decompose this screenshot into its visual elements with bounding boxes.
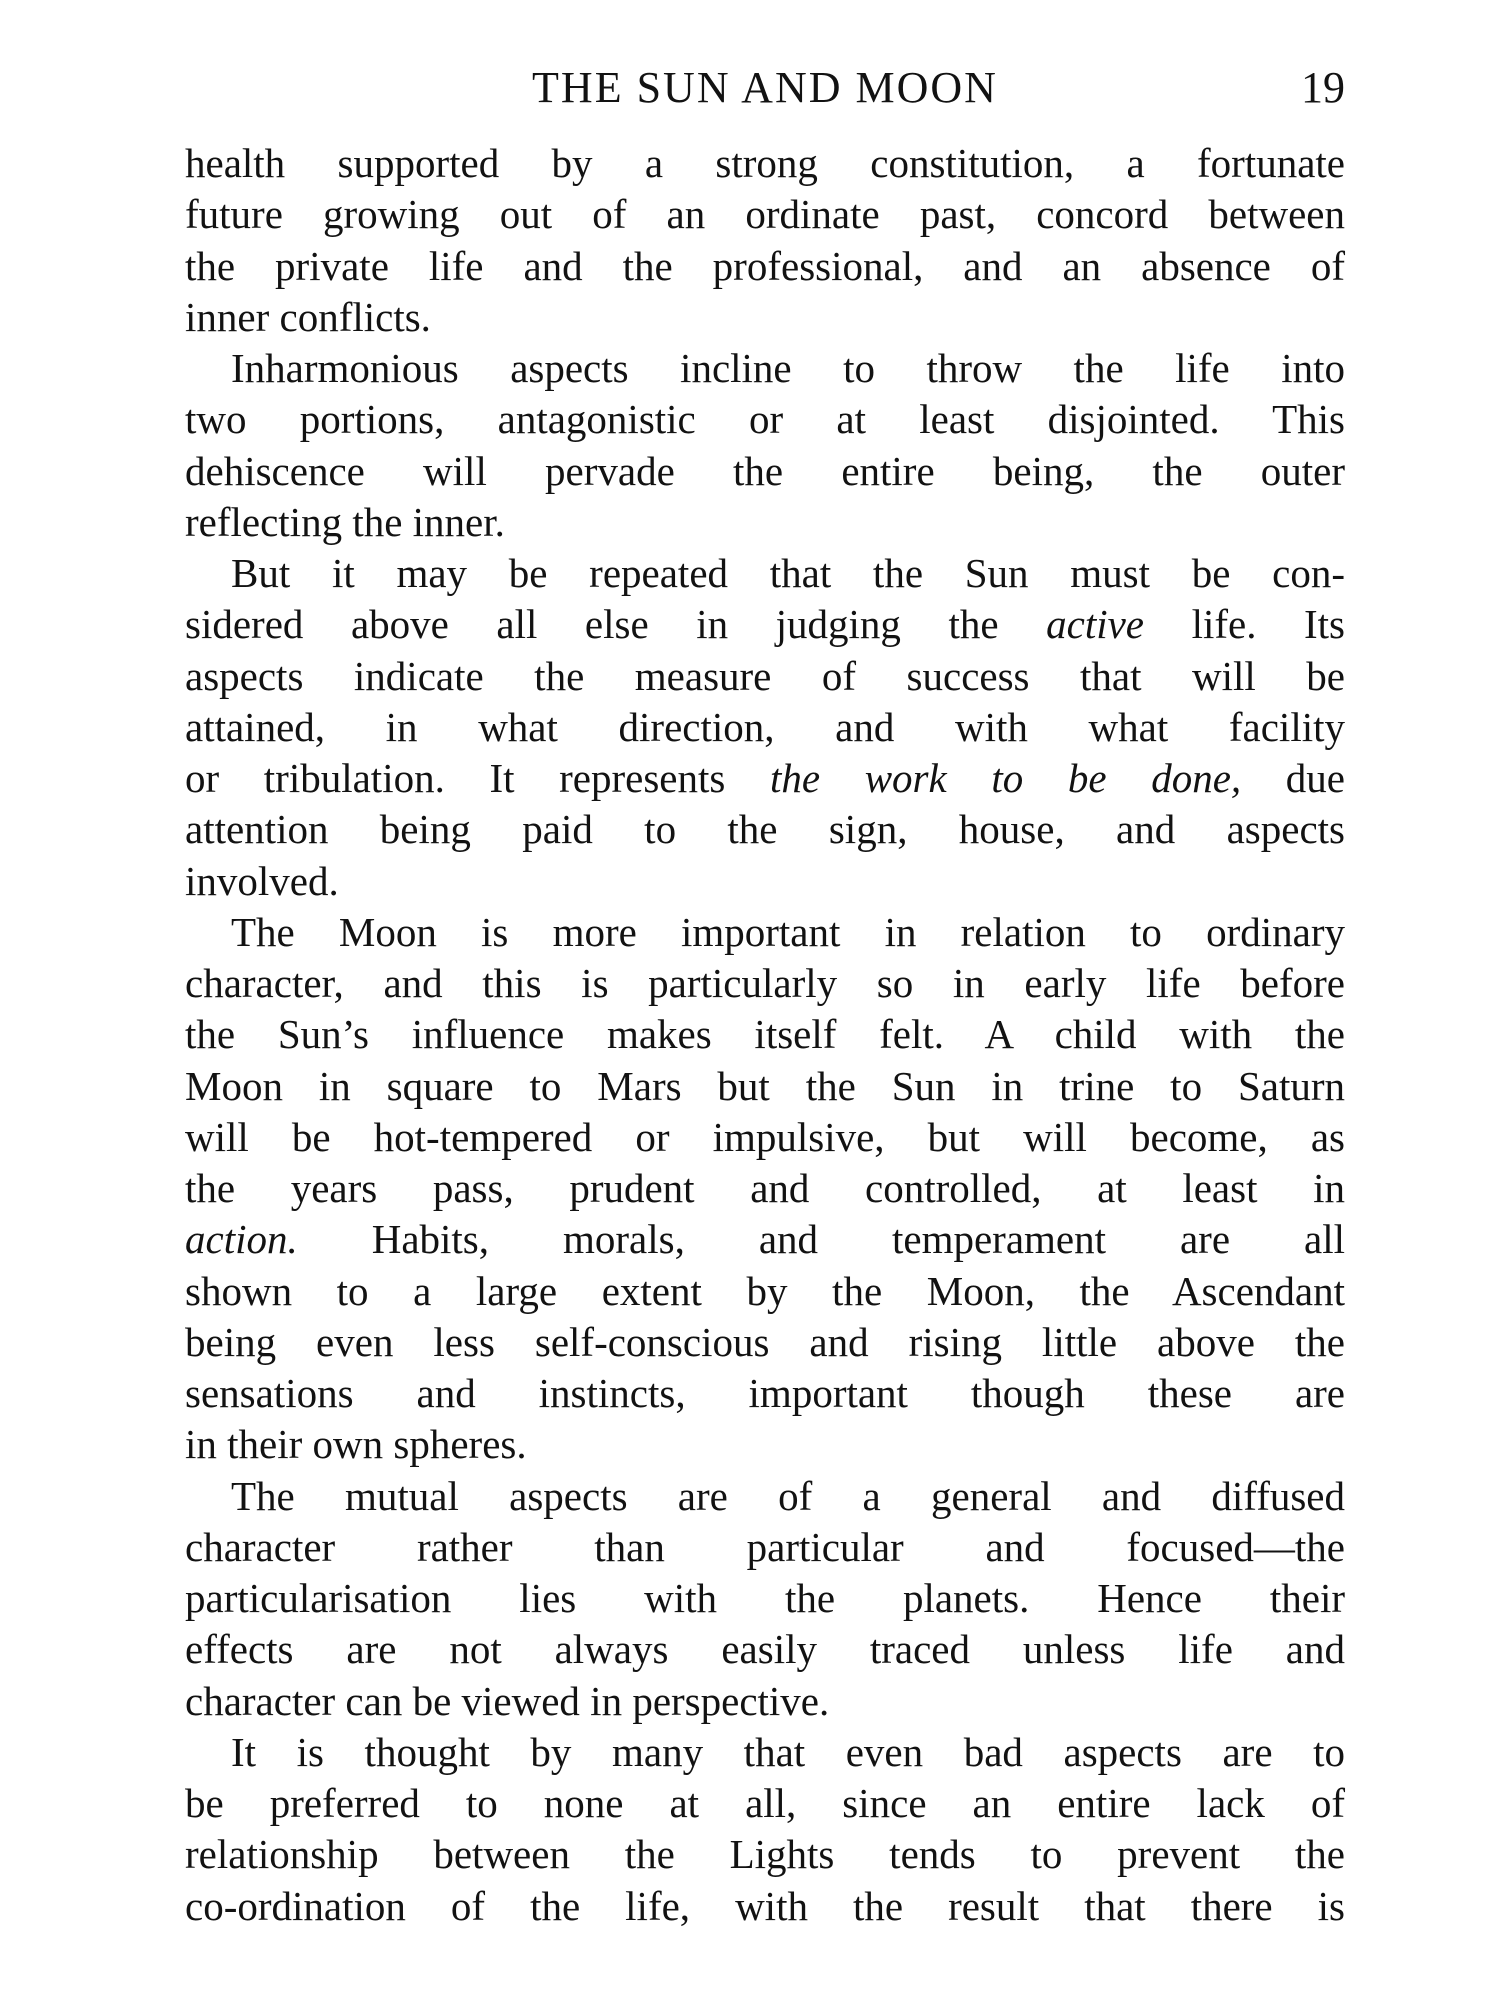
text-segment: effects are not always easily traced unless life and [185, 1626, 1345, 1673]
text-line [185, 548, 1345, 599]
text-segment: future growing out of an ordinate past, concord between [185, 191, 1345, 238]
text-line [185, 1368, 1345, 1419]
text-segment: character rather than particular and focused—the [185, 1523, 1345, 1570]
text-line [185, 599, 1345, 650]
text-line [185, 1266, 1345, 1317]
text-segment: be preferred to none at all, since an entire lack of [185, 1780, 1345, 1826]
text-segment: relationship between the Lights tends to prevent the [185, 1831, 1345, 1878]
text-segment: the Sun’s influence makes itself felt. A child with the [185, 1011, 1345, 1058]
text-line [185, 1829, 1345, 1880]
text-line [185, 958, 1345, 1009]
italic-text: the work to be done, [769, 755, 1242, 801]
text-segment: or tribulation. It represents [185, 755, 770, 801]
text-segment: co-ordination of the life, with the result that there is [185, 1882, 1345, 1929]
text-segment: character, and this is particularly so in early life before [185, 960, 1345, 1006]
text-line [185, 1419, 1345, 1470]
text-line [185, 856, 1345, 907]
text-line [185, 241, 1345, 292]
text-segment: particularisation lies with the planets. Hence their [185, 1575, 1345, 1621]
text-line [185, 394, 1345, 445]
text-line [185, 702, 1345, 753]
text-line [185, 1163, 1345, 1214]
text-segment: attention being paid to the sign, house, and aspects [185, 806, 1345, 853]
text-segment: due [1241, 755, 1345, 801]
text-line [185, 1573, 1345, 1624]
text-line [185, 1522, 1345, 1573]
text-line [185, 189, 1345, 240]
text-segment: in their own spheres. [185, 1421, 527, 1468]
text-segment: The Moon is more important in relation to ordinary [231, 908, 1345, 955]
text-segment: involved. [185, 857, 339, 904]
text-segment: But it may be repeated that the Sun must be con- [231, 550, 1345, 596]
text-line [185, 907, 1345, 958]
text-line [185, 1778, 1345, 1829]
text-segment: sensations and instincts, important though these are [185, 1370, 1345, 1416]
text-segment: shown to a large extent by the Moon, the Ascendant [185, 1267, 1345, 1314]
text-line [185, 651, 1345, 702]
text-line [185, 343, 1345, 394]
text-segment: character can be viewed in perspective. [185, 1677, 830, 1724]
text-line [185, 1471, 1345, 1522]
text-segment: inner conflicts. [185, 293, 431, 340]
text-segment: reflecting the inner. [185, 498, 505, 545]
italic-text: action. [185, 1216, 298, 1263]
text-segment: dehiscence will pervade the entire being, the outer [185, 447, 1345, 494]
text-line [185, 1727, 1345, 1778]
italic-text: active [1046, 601, 1145, 648]
text-line [185, 1317, 1345, 1368]
running-title: THE SUN AND MOON [532, 63, 998, 112]
text-line [185, 292, 1345, 343]
text-segment: sidered above all else in judging the [185, 601, 1047, 648]
text-line [185, 1009, 1345, 1060]
body-text [185, 138, 1345, 1932]
text-line [185, 497, 1345, 548]
page-number: 19 [1301, 63, 1345, 112]
text-segment: Inharmonious aspects incline to throw the life into [231, 345, 1345, 391]
text-segment: the private life and the professional, and an absence of [185, 242, 1345, 289]
running-head [185, 58, 1345, 118]
text-segment: attained, in what direction, and with what facility [185, 703, 1345, 750]
text-line [185, 1112, 1345, 1163]
text-segment: will be hot-tempered or impulsive, but will become, as [185, 1113, 1345, 1160]
text-segment: It is thought by many that even bad aspects are to [231, 1728, 1345, 1775]
text-segment: being even less self-conscious and rising little above the [185, 1318, 1345, 1365]
text-segment: the years pass, prudent and controlled, at least in [185, 1165, 1345, 1211]
text-segment: Habits, morals, and temperament are all [297, 1216, 1345, 1263]
text-segment: two portions, antagonistic or at least disjointed. This [185, 396, 1345, 443]
text-line [185, 1214, 1345, 1265]
text-segment: The mutual aspects are of a general and diffused [231, 1472, 1345, 1519]
text-segment: health supported by a strong constitution, a fortunate [185, 140, 1345, 186]
text-line [185, 1624, 1345, 1675]
text-line [185, 1061, 1345, 1112]
text-line [185, 446, 1345, 497]
text-segment: Moon in square to Mars but the Sun in trine to Saturn [185, 1062, 1345, 1109]
text-segment: life. Its [1144, 601, 1345, 648]
text-line [185, 138, 1345, 189]
text-line [185, 1676, 1345, 1727]
text-line [185, 804, 1345, 855]
text-line [185, 1881, 1345, 1932]
text-segment: aspects indicate the measure of success that will be [185, 652, 1345, 699]
text-line [185, 753, 1345, 804]
